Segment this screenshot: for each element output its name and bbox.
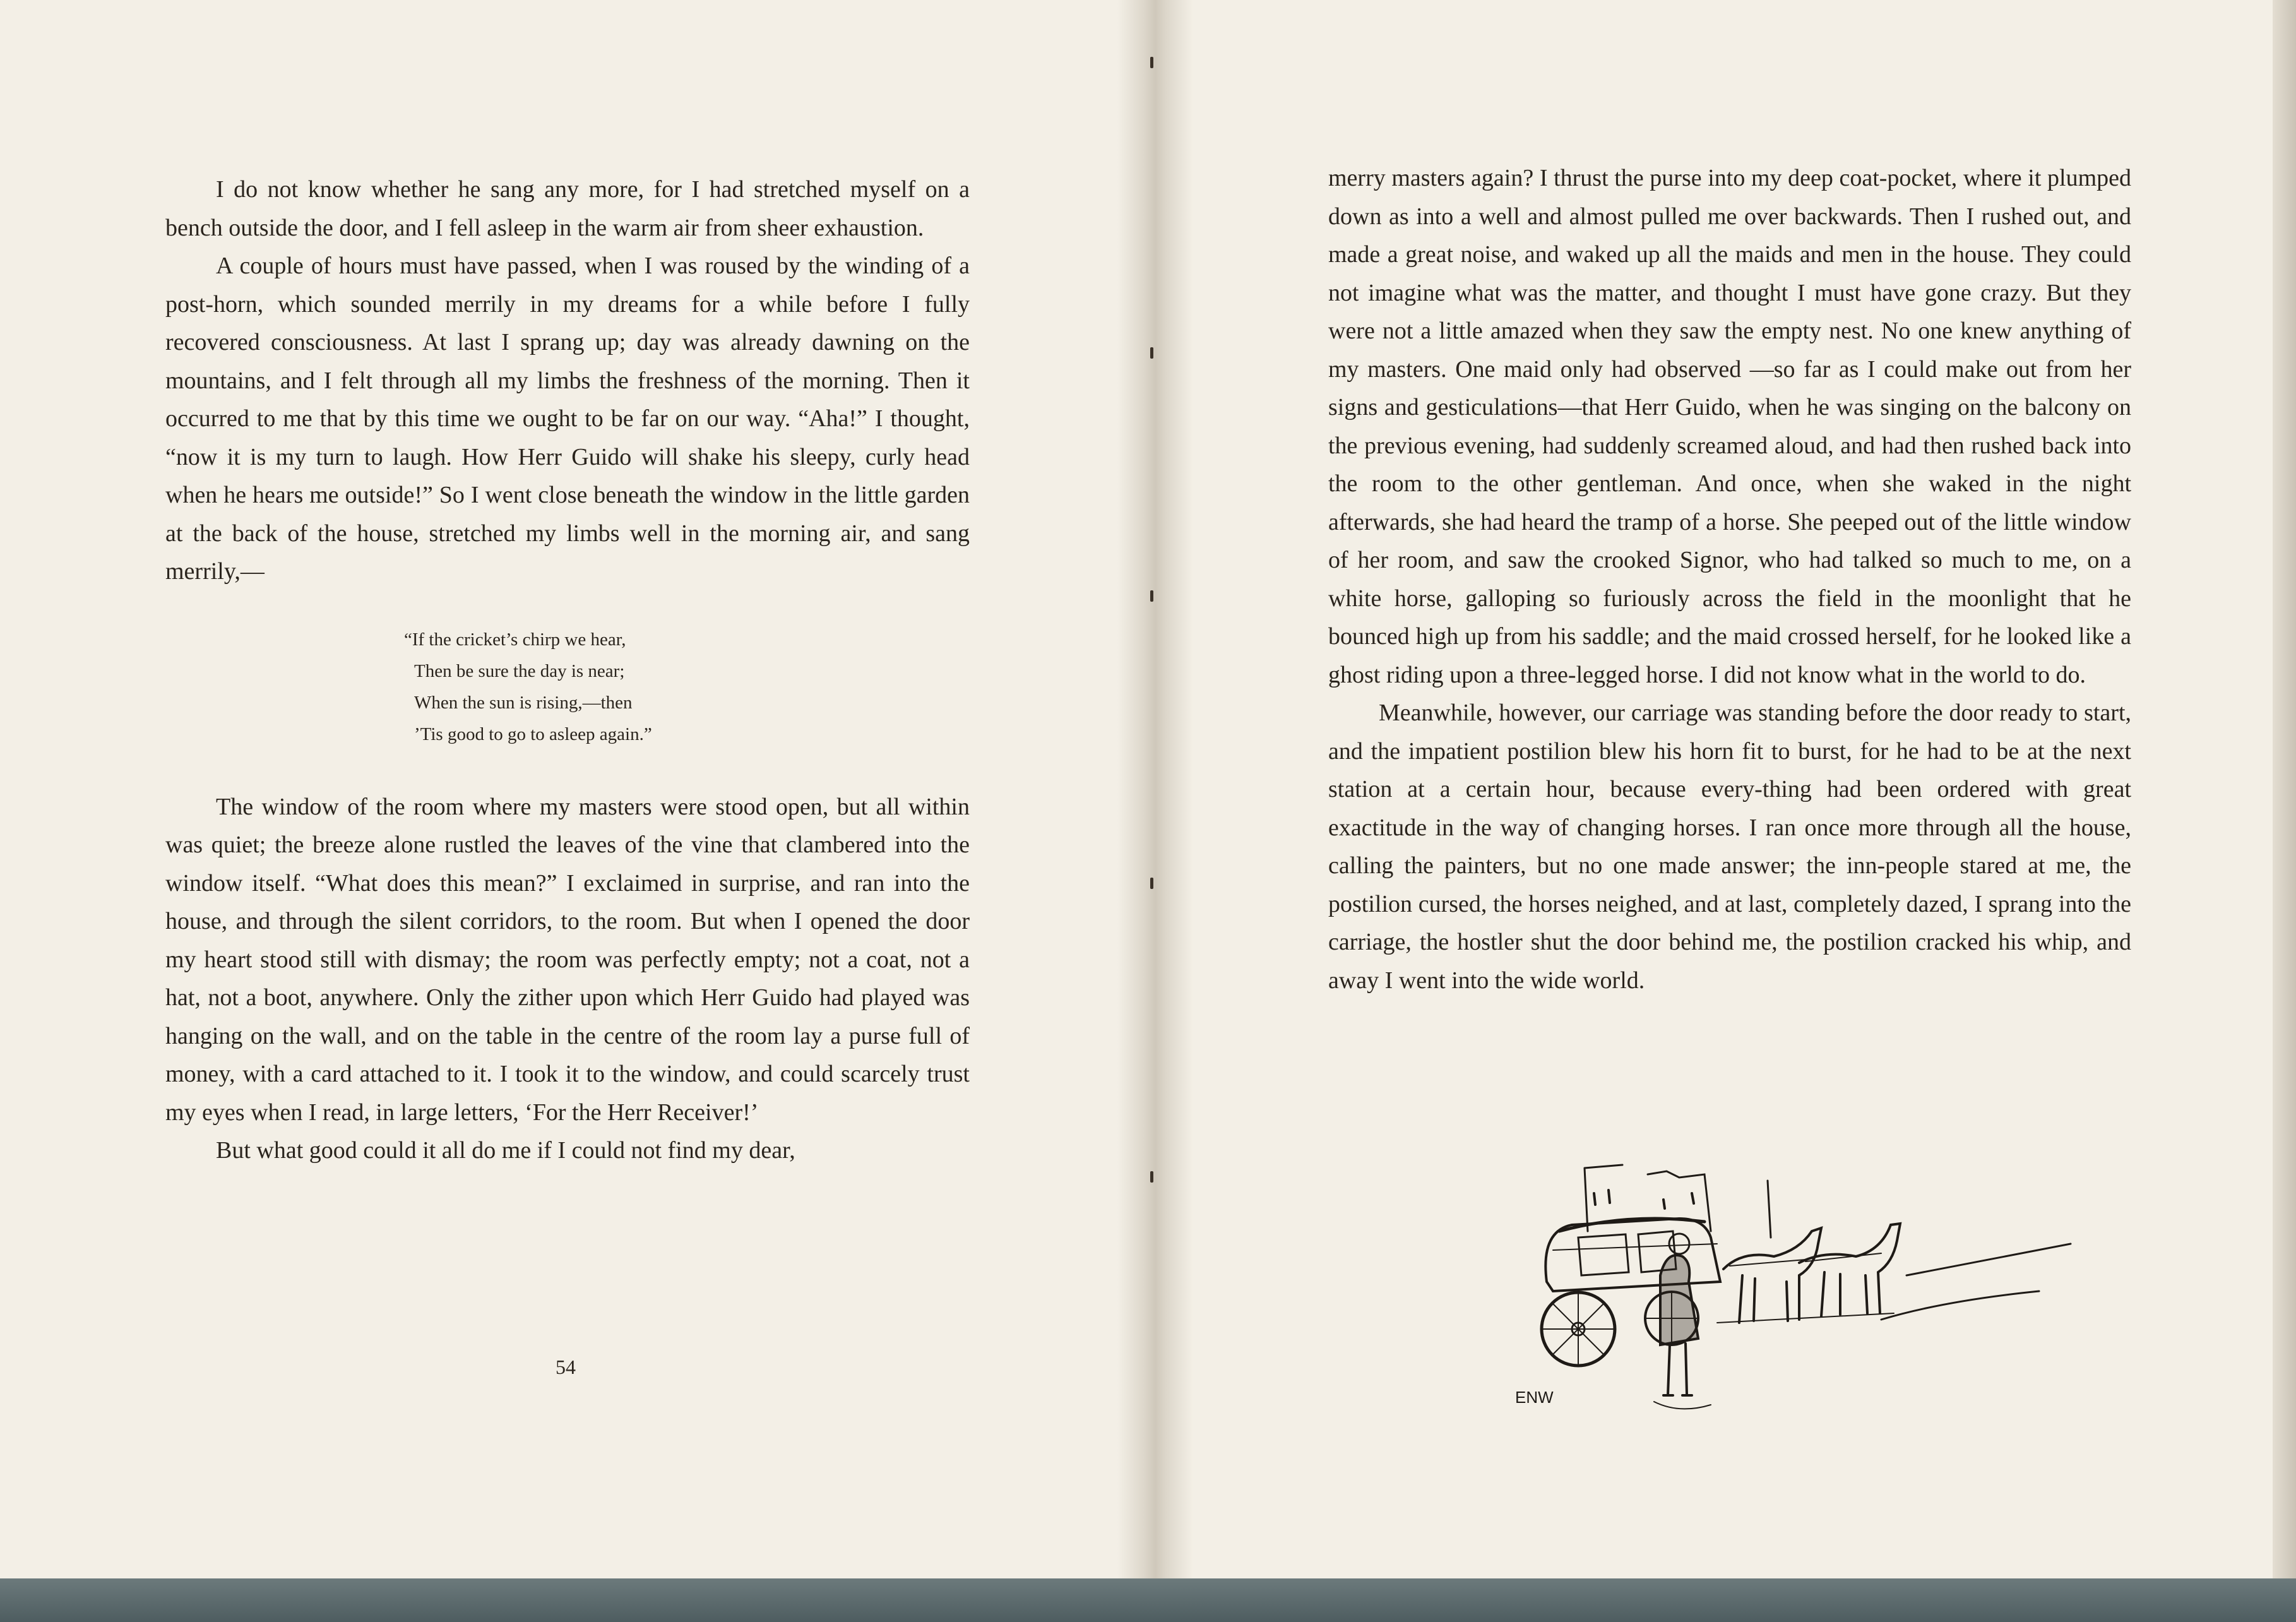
verse-line: When the sun is rising,—then bbox=[414, 692, 633, 713]
page-edge bbox=[2273, 0, 2296, 1578]
paragraph: Meanwhile, however, our carriage was standing before the door ready to start, and the impatient postilion blew his horn fit to burst, for he had to be at the next station at a certain hour, because every-thing had been ordered with great exactitude in the way of changing horses. I ran once more through all the house, calling the painters, but no one made answer; the inn-people stared at me, the postilion cursed, the horses neighed, and at last, completely dazed, I sprang into the carriage, the hostler shut the door behind me, the postilion cracked his whip, and away I went into the wide world. bbox=[1328, 700, 2131, 994]
paragraph: I do not know whether he sang any more, for I had stretched myself on a bench outside the door, and I fell asleep in the warm air from sheer exhaustion. bbox=[165, 176, 970, 241]
scan-background bbox=[0, 1578, 2296, 1622]
binding-stitch bbox=[1150, 590, 1153, 602]
left-page bbox=[165, 170, 970, 1170]
verse-block bbox=[404, 624, 970, 750]
verse-line: Then be sure the day is near; bbox=[414, 660, 625, 681]
binding-stitch bbox=[1150, 57, 1153, 68]
book-gutter bbox=[1117, 0, 1193, 1578]
binding-stitch bbox=[1150, 347, 1153, 359]
binding-stitch bbox=[1150, 1171, 1153, 1183]
carriage-sketch-illustration bbox=[1502, 1155, 2083, 1421]
illustration-signature: ENW bbox=[1515, 1388, 1554, 1407]
paragraph: But what good could it all do me if I could not find my dear, bbox=[216, 1137, 795, 1164]
paragraph: The window of the room where my masters were stood open, but all within was quiet; the breeze alone rustled the leaves of the vine that clambered into the window itself. “What does this mean?” I exclaimed in surprise, and ran into the house, and through the silent corridors, to the room. But when I opened the door my heart stood still with dismay; the room was perfectly empty; not a coat, not a hat, not a boot, anywhere. Only the zither upon which Herr Guido had played was hanging on the wall, and on the table in the centre of the room lay a purse full of money, with a card attached to it. I took it to the window, and could scarcely trust my eyes when I read, in large letters, ‘For the Herr Receiver!’ bbox=[165, 793, 970, 1126]
verse-line: ’Tis good to go to asleep again.” bbox=[414, 724, 652, 744]
paragraph: A couple of hours must have passed, when I was roused by the winding of a post-horn, which sounded merrily in my dreams for a while before I fully recovered consciousness. At last I sprang up; day was already dawning on the mountains, and I felt through all my limbs the freshness of the morning. Then it occurred to me that by this time we ought to be far on our way. “Aha!” I thought, “now it is my turn to laugh. How Herr Guido will shake his sleepy, curly head when he hears me outside!” So I went close beneath the window in the little garden at the back of the house, stretched my limbs well in the morning air, and sang merrily,— bbox=[165, 253, 970, 585]
page-number: 54 bbox=[556, 1356, 576, 1378]
paragraph: merry masters again? I thrust the purse into my deep coat-pocket, where it plumped down as into a well and almost pulled me over backwards. Then I rushed out, and made a great noise, and waked up all the maids and men in the house. They could not imagine what was the matter, and thought I must have gone crazy. But they were not a little amazed when they saw the empty nest. No one knew anything of my masters. One maid only had observed —so far as I could make out from her signs and gesticulations—that Herr Guido, when he was singing on the balcony on the previous evening, had suddenly screamed aloud, and had then rushed back into the room to the other gentleman. And once, when she waked in the night afterwards, she had heard the tramp of a horse. She peeped out of the little window of her room, and saw the crooked Signor, who had talked so much to me, on a white horse, galloping so furiously across the field in the moonlight that he bounced high up from his saddle; and the maid crossed herself, for he looked like a ghost riding upon a three-legged horse. I did not know what in the world to do. bbox=[1328, 165, 2131, 688]
binding-stitch bbox=[1150, 878, 1153, 889]
verse-line: “If the cricket’s chirp we hear, bbox=[404, 629, 626, 650]
right-page bbox=[1328, 159, 2131, 999]
